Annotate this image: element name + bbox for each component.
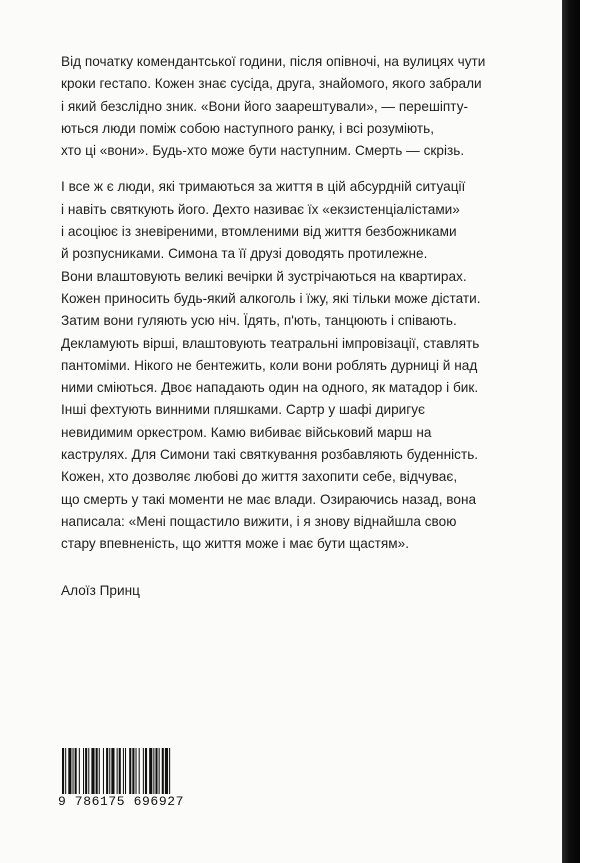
blurb-paragraph-1 — [61, 51, 531, 162]
blurb-paragraph-2 — [61, 176, 531, 555]
text-line: стару впевненість, що життя може і має бути щастям». — [61, 536, 410, 552]
isbn-barcode — [60, 748, 208, 824]
author-name: Алоїз Принц — [61, 582, 140, 598]
text-line: каструлях. Для Симони такі святкування розбавляють буденність. — [61, 447, 479, 463]
text-line: Інші фехтують винними пляшками. Сартр у шафі диригує — [61, 402, 426, 418]
blurb-text — [61, 51, 531, 602]
text-line: написала: «Мені пощастило вижити, і я знову віднайшла свою — [61, 513, 457, 529]
text-line: і який безслідно зник. «Вони його заарештували», — перешіпту- — [61, 98, 469, 114]
text-line: пантоміми. Нікого не бентежить, коли вони роблять дурниці й над — [61, 357, 478, 373]
text-line: хто ці «вони». Будь-хто може бути наступним. Смерть — скрізь. — [61, 143, 465, 159]
text-line: і асоціює із зневіреними, втомленими від життя безбожниками — [61, 224, 457, 240]
text-line: невидимим оркестром. Камю вибиває військовий марш на — [61, 424, 432, 440]
text-line: Від початку комендантської години, після опівночі, на вулицях чути — [61, 54, 486, 69]
text-line: що смерть у такі моменти не має влади. Озираючись назад, вона — [61, 491, 477, 507]
barcode-bars — [60, 748, 208, 794]
background-edge — [580, 0, 600, 863]
isbn-number: 9 786175 696927 — [58, 794, 208, 809]
text-line: Кожен, хто дозволяє любові до життя захопити себе, відчуває, — [61, 469, 458, 485]
text-line: ними сміються. Двоє нападають один на одного, як матадор і бик. — [61, 380, 479, 396]
text-line: Декламують вірші, влаштовують театральні імпровізації, ставлять — [61, 335, 480, 351]
text-line: Затим вони гуляють усю ніч. Їдять, п'ють, танцюють і співають. — [61, 313, 457, 329]
text-line: І все ж є люди, які тримаються за життя в цій абсурдній ситуації — [61, 179, 466, 195]
book-spine — [562, 0, 580, 863]
text-line: Вони влаштовують великі вечірки й зустрічаються на квартирах. — [61, 268, 467, 284]
text-line: й розпусниками. Симона та її друзі доводять протилежне. — [61, 246, 428, 262]
text-line: і навіть святкують його. Дехто називає їх «екзистенціалістами» — [61, 201, 460, 217]
text-line: ються люди поміж собою наступного ранку, і всі розуміють, — [61, 120, 435, 136]
text-line: кроки гестапо. Кожен знає сусіда, друга, знайомого, якого забрали — [61, 76, 482, 92]
text-line: Кожен приносить будь-який алкоголь і їжу, які тільки може дістати. — [61, 290, 481, 306]
